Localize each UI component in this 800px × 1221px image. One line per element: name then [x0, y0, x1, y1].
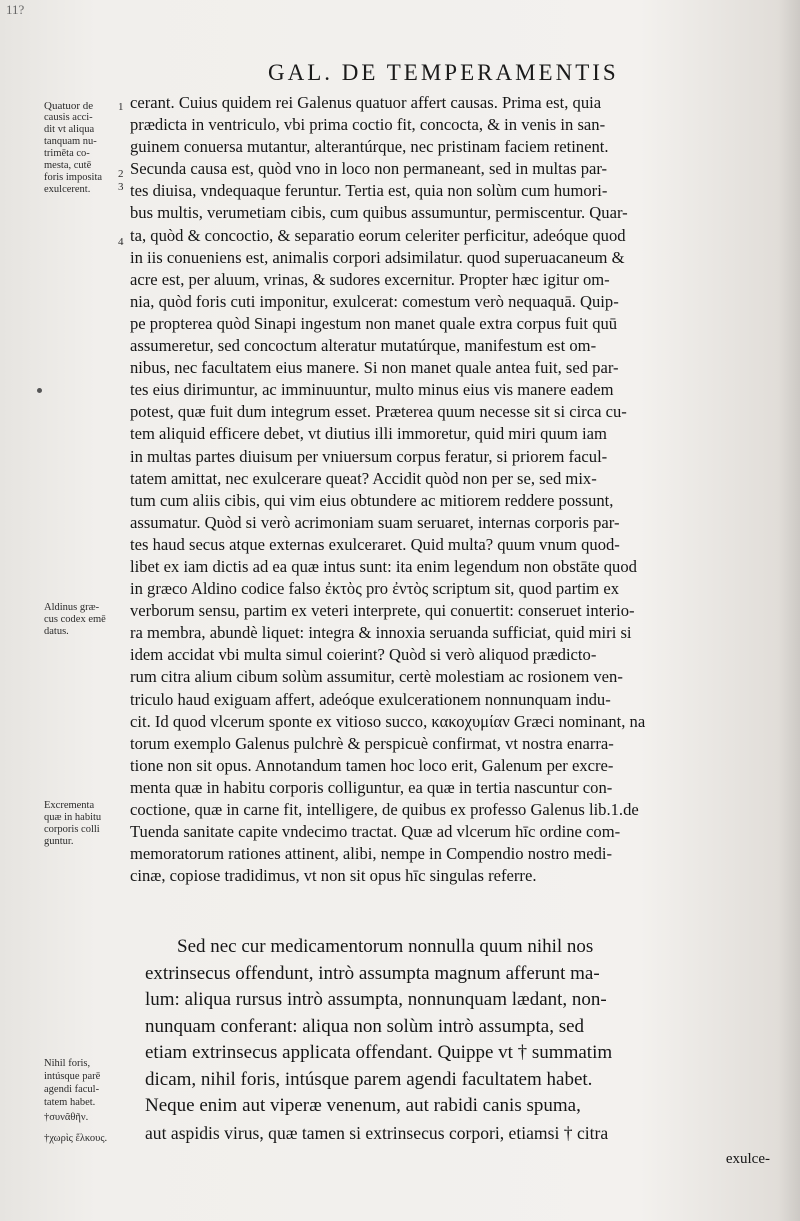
- margin-note-line: dit vt aliqua: [44, 124, 95, 135]
- text-line: dicam, nihil foris, intúsque parem agendi facultatem habet.: [145, 1068, 593, 1090]
- text-line: ra membra, abundè liquet: integra & innoxia seruanda sufficiat, quid miri si: [130, 623, 632, 643]
- text-line: torum exemplo Galenus pulchrè & perspicuè confirmat, vt nostra enarra-: [130, 733, 614, 753]
- text-line: coctione, quæ in carne fit, intelligere, de quibus ex professo Galenus lib.1.de: [130, 800, 639, 819]
- margin-note-line: intúsque parē: [44, 1071, 101, 1082]
- margin-note-line: agendi facul-: [44, 1084, 100, 1095]
- margin-note-line: trimēta co-: [44, 148, 90, 159]
- text-line: triculo haud exiguam affert, adeóque exulcerationem nonnunquam indu-: [130, 689, 611, 709]
- catchword: exulce-: [725, 1151, 770, 1167]
- margin-note-nihil-foris: [44, 1057, 107, 1145]
- text-line: guinem conuersa mutantur, alterantúrque, nec pristinam faciem retinent.: [130, 137, 609, 157]
- text-line: tes eius dirimuntur, ac imminuuntur, multo minus eius vis manere eadem: [130, 380, 614, 400]
- margin-note-line: †συνᾶθῆν.: [44, 1112, 89, 1123]
- margin-note-line: cus codex emē: [44, 614, 106, 625]
- text-line: assumatur. Quòd si verò acrimoniam suam seruaret, internas corporis par-: [130, 512, 620, 532]
- text-line: Sed nec cur medicamentorum nonnulla quum nihil nos: [177, 936, 594, 957]
- text-line: ta, quòd & concoctio, & separatio eorum celeriter perficitur, adeóque quod: [130, 225, 626, 245]
- margin-note-line: Excrementa: [44, 800, 95, 811]
- margin-note-four-causes: [44, 100, 102, 196]
- text-line: tatem amittat, nec exulcerare queat? Accidit quòd non per se, sed mix-: [130, 468, 597, 488]
- text-line: Tuenda sanitate capite vndecimo tractat. Quæ ad vlcerum hīc ordine com-: [130, 822, 621, 842]
- text-line: aut aspidis virus, quæ tamen si extrinsecus corpori, etiamsi † citra: [145, 1122, 609, 1143]
- text-line: tes haud secus atque externas exulceraret. Quid multa? quum vnum quod-: [130, 534, 620, 554]
- text-line: tes diuisa, vndequaque feruntur. Tertia est, quia non solùm cum humori-: [130, 181, 608, 201]
- page-folio: 11?: [6, 2, 25, 17]
- text-line: nibus, nec facultatem eius manere. Si non manet quale antea fuit, sed par-: [130, 358, 619, 378]
- text-line: in græco Aldino codice falso ἐκτὸς pro ἐντὸς scriptum sit, quod partim ex: [130, 579, 620, 599]
- margin-note-line: mesta, cutē: [44, 160, 92, 171]
- margin-note-line: datus.: [44, 626, 69, 637]
- text-line: idem accidat vbi multa simul coierint? Quòd si verò aliquod prædicto-: [130, 645, 597, 665]
- text-line: verborum sensu, partim ex veteri interprete, qui conuertit: conseruet interio-: [130, 601, 635, 621]
- margin-note-line: foris imposita: [44, 172, 103, 183]
- text-line: libet ex iam dictis ad ea quæ intus sunt: ita enim legendum non obstāte quod: [130, 556, 637, 576]
- ink-dot: [37, 388, 42, 393]
- running-head: GAL. DE TEMPERAMENTIS: [268, 60, 619, 85]
- text-line: nunquam conferant: aliqua non solùm intrò assumpta, sed: [145, 1015, 585, 1037]
- margin-note-line: Nihil foris,: [44, 1058, 91, 1069]
- text-line: tem aliquid efficere debet, vt diutius illi immoretur, quid miri quum iam: [130, 424, 607, 444]
- text-line: cit. Id quod vlcerum sponte ex vitioso succo, κακοχυμίαν Græci nominant, na: [130, 711, 646, 731]
- margin-note-line: tatem habet.: [44, 1097, 96, 1108]
- margin-note-line: Quatuor de: [44, 100, 94, 112]
- margin-note-line: guntur.: [44, 836, 74, 847]
- text-line: prædicta in ventriculo, vbi prima coctio fit, concocta, & in venis in san-: [130, 115, 606, 135]
- text-line: extrinsecus offendunt, intrò assumpta magnum afferunt ma-: [145, 962, 600, 984]
- text-line: tione non sit opus. Annotandum tamen hoc loco erit, Galenum per excre-: [130, 755, 614, 775]
- text-line: menta quæ in habitu corporis colliguntur, ea quæ in tertia nascuntur con-: [130, 777, 613, 797]
- commentary-paragraph: [130, 92, 790, 887]
- margin-note-line: tanquam nu-: [44, 136, 97, 147]
- margin-note-aldinus: [44, 602, 106, 638]
- text-line: acre est, per aluum, vrinas, & sudores excernitur. Propter hæc igitur om-: [130, 269, 610, 289]
- margin-note-excrementa: [44, 800, 101, 848]
- text-line: nia, quòd foris cuti imponitur, exulcerat: comestum verò nequaquā. Quip-: [130, 291, 619, 311]
- galen-text-paragraph: [145, 934, 770, 1173]
- text-line: potest, quæ fuit dum integrum esset. Præterea quum necesse sit si circa cu-: [130, 402, 627, 422]
- cause-marker-2: 2: [118, 168, 124, 180]
- text-line: cinæ, copiose tradidimus, vt non sit opus hīc singulas referre.: [130, 866, 537, 886]
- margin-note-line: †χωρὶς ἕλκους.: [44, 1133, 108, 1144]
- page-edge-shadow: [778, 0, 800, 1221]
- text-line: Secunda causa est, quòd vno in loco non permaneant, sed in multas par-: [130, 159, 608, 179]
- cause-marker-3: 3: [118, 181, 124, 193]
- cause-marker-1: 1: [118, 101, 124, 113]
- text-line: lum: aliqua rursus intrò assumpta, nonnunquam lædant, non-: [145, 989, 607, 1010]
- margin-note-line: Aldinus græ-: [44, 602, 100, 613]
- text-line: tum cum aliis cibis, qui vim eius obtundere ac mitiorem reddere possunt,: [130, 490, 614, 510]
- text-line: etiam extrinsecus applicata offendant. Quippe vt † summatim: [145, 1042, 613, 1063]
- text-line: in iis conueniens est, animalis corpori adsimilatur. quod superuacaneum &: [130, 247, 625, 267]
- cause-marker-4: 4: [118, 236, 124, 248]
- margin-note-line: corporis colli: [44, 824, 100, 835]
- text-line: cerant. Cuius quidem rei Galenus quatuor affert causas. Prima est, quia: [130, 93, 602, 112]
- text-line: assumeretur, sed concoctum alteratur mutatúrque, manifestum est om-: [130, 336, 597, 356]
- text-line: in multas partes diuisum per vniuersum corpus feratur, si priorem facul-: [130, 446, 608, 466]
- text-line: bus multis, verumetiam cibis, cum quibus assumuntur, permiscentur. Quar-: [130, 203, 628, 223]
- text-line: pe propterea quòd Sinapi ingestum non manet quale extra corpus fuit quū: [130, 313, 618, 333]
- margin-note-line: exulcerent.: [44, 184, 91, 195]
- text-line: rum citra alium cibum solùm assumitur, certè molestiam ac rosionem ven-: [130, 667, 623, 687]
- text-line: Neque enim aut viperæ venenum, aut rabidi canis spuma,: [145, 1095, 581, 1116]
- margin-note-line: quæ in habitu: [44, 812, 102, 823]
- margin-note-line: causis acci-: [44, 112, 93, 123]
- text-line: memoratorum rationes attinent, alibi, nempe in Compendio nostro medi-: [130, 844, 613, 864]
